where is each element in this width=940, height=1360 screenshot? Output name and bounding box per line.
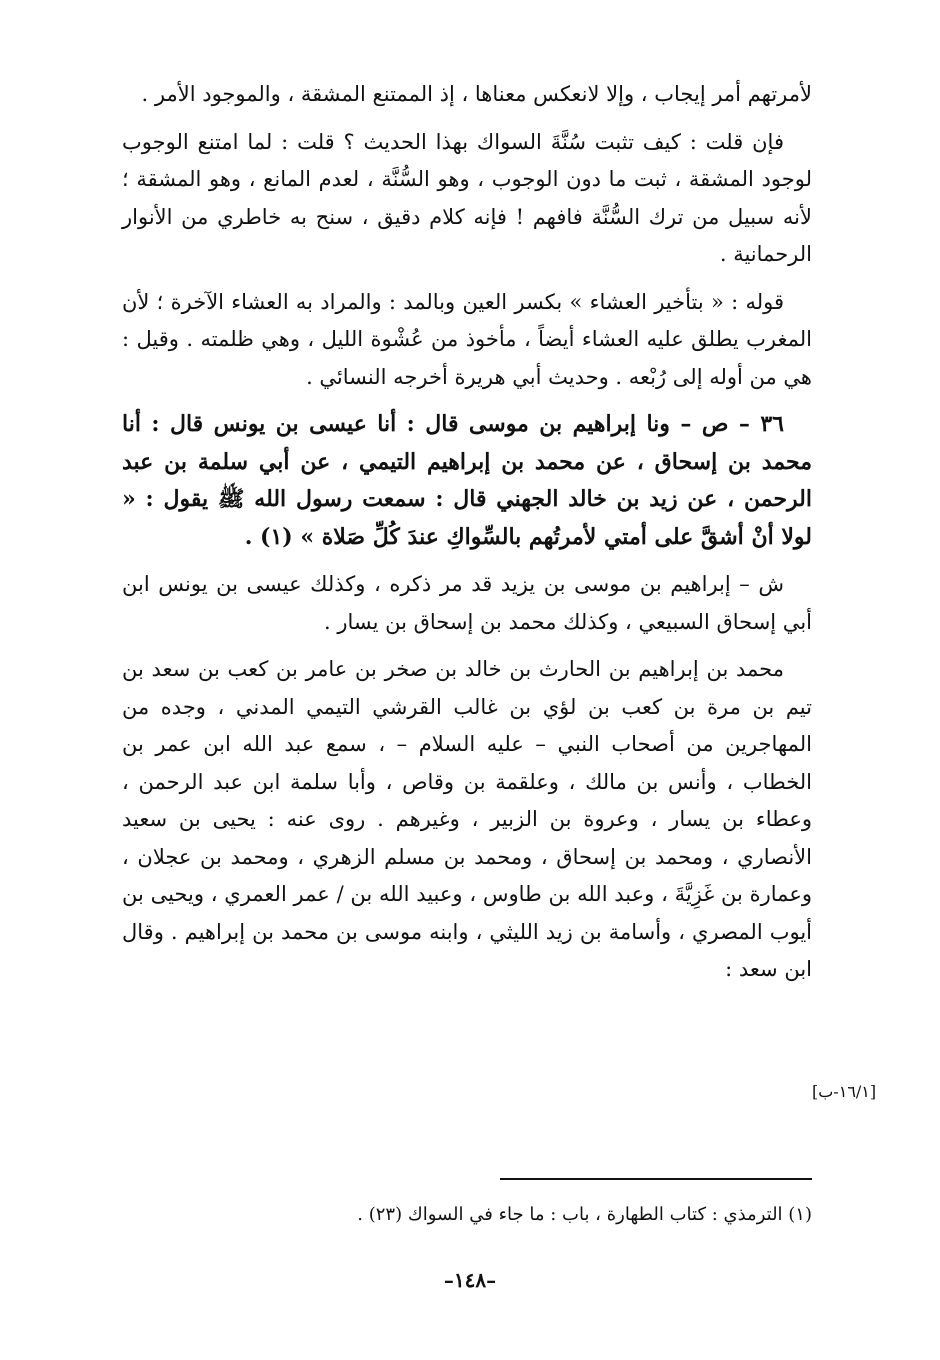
footnote-divider [500, 1178, 812, 1180]
paragraph-sharh: ش – إبراهيم بن موسى بن يزيد قد مر ذكره ، وكذلك عيسى بن يونس ابن أبي إسحاق السبيعي ، وكذلك محمد بن إسحاق بن يسار . [122, 572, 812, 634]
manuscript-folio-note: [١٦/١-ب] [812, 1082, 877, 1101]
main-text [122, 76, 812, 999]
paragraph-biography: محمد بن إبراهيم بن الحارث بن خالد بن صخر بن عامر بن كعب بن سعد بن تيم بن مرة بن كعب بن لؤي بن غالب القرشي التيمي المدني ، وجده من المهاجرين من أصحاب النبي – عليه السلام – ، سمع عبد الله ابن عمر بن الخطاب ، وأنس بن مالك ، وعلقمة بن وقاص ، وأبا سلمة ابن عبد الرحمن ، وعطاء بن يسار ، وعروة بن الزبير ، وغيرهم . روى عنه : يحيى بن سعيد الأنصاري ، ومحمد بن إسحاق ، ومحمد بن مسلم الزهري ، ومحمد بن عجلان ، وعمارة بن غَزِيَّةَ ، وعبد الله بن طاوس ، وعبيد الله بن / عمر العمري ، ويحيى بن أيوب المصري ، وأسامة بن زيد الليثي ، وابنه موسى بن محمد بن إبراهيم . وقال ابن سعد : [122, 657, 812, 981]
paragraph-commentary: قوله : « بتأخير العشاء » بكسر العين وبالمد : والمراد به العشاء الآخرة ؛ لأن المغرب يطلق عليه العشاء أيضاً ، مأخوذ من عُشْوة الليل ، وهي ظلمته . وقيل : هي من أوله إلى رُبْعه . وحديث أبي هريرة أخرجه النسائي . [122, 289, 812, 389]
footnote: (١) الترمذي : كتاب الطهارة ، باب : ما جاء في السواك (٢٣) . [357, 1204, 812, 1225]
paragraph-continuation: لأمرتهم أمر إيجاب ، وإلا لانعكس معناها ، إذ الممتنع المشقة ، والموجود الأمر . [141, 82, 812, 106]
paragraph-question: فإن قلت : كيف تثبت سُنَّةَ السواك بهذا الحديث ؟ قلت : لما امتنع الوجوب لوجود المشقة ، ثبت ما دون الوجوب ، وهو السُّنَّة ، لعدم المانع ، وهو المشقة ؛ لأنه سبيل من ترك السُّنَّة فافهم ! فإنه كلام دقيق ، سنح به خاطري من الأنوار الرحمانية . [122, 129, 812, 266]
page-number: –١٤٨– [443, 1268, 497, 1292]
hadith-text: ٣٦ – ص – ونا إبراهيم بن موسى قال : أنا عيسى بن يونس قال : أنا محمد بن إسحاق ، عن محمد بن إبراهيم التيمي ، عن أبي سلمة بن عبد الرحمن ، عن زيد بن خالد الجهني قال : سمعت رسول الله ﷺ يقول : « لولا أنْ أشقَّ على أمتي لأمرتُهم بالسِّواكِ عندَ كُلِّ صَلاة » (١) . [122, 411, 812, 550]
